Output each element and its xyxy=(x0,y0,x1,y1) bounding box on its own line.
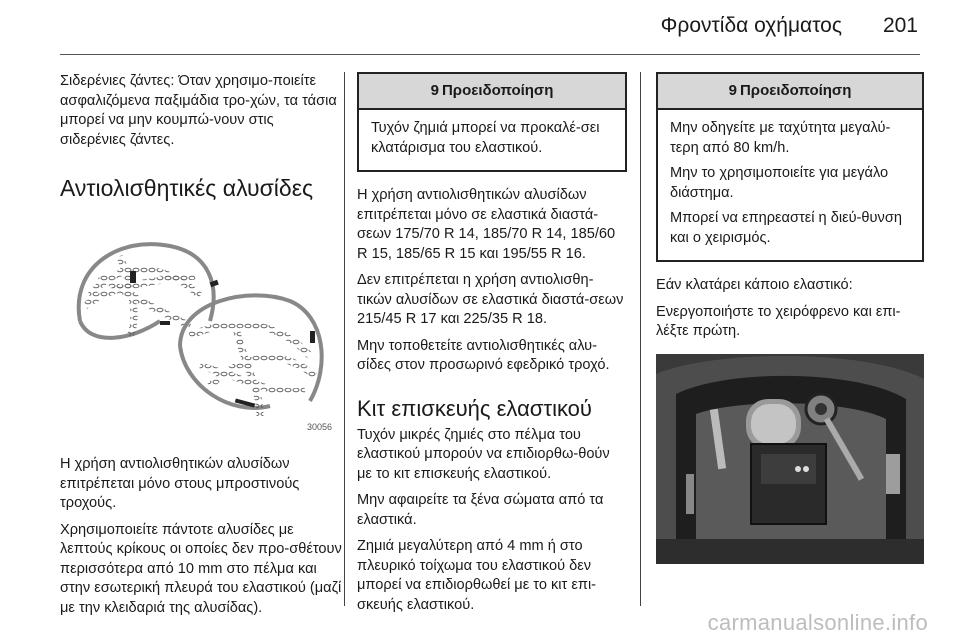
section-heading-snow-chains: Αντιολισθητικές αλυσίδες xyxy=(60,175,314,201)
paragraph: Ενεργοποιήστε το χειρόφρενο και επι-λέξτε πρώτη. xyxy=(656,303,901,339)
warning-text: Τυχόν ζημιά μπορεί να προκαλέ-σει κλατάρισμα του ελαστικού. xyxy=(371,120,600,156)
warning-title: Προειδοποίηση xyxy=(739,82,852,99)
paragraph: Δεν επιτρέπεται η χρήση αντιολισθη-τικών αλυσίδων σε ελαστικά διαστά-σεων 215/45 R 17 και 225/35 R 18. xyxy=(357,272,624,327)
section-heading-repair-kit: Κιτ επισκευής ελαστικού xyxy=(357,395,592,421)
warning-text: Μην το χρησιμοποιείτε για μεγάλο διάστημα. xyxy=(670,165,889,201)
paragraph: Χρησιμοποιείτε πάντοτε αλυσίδες με λεπτούς κρίκους οι οποίες δεν προ-σθέτουν περισσότερα από 10 mm στο πέλμα και στην εσωτερική πλευρά του ελαστικού (μαζί με την κλειδαριά της αλυσίδας). xyxy=(60,521,342,616)
page-header xyxy=(0,0,960,62)
warning-header xyxy=(359,74,625,110)
warning-title: Προειδοποίηση xyxy=(441,82,554,99)
column-1 xyxy=(60,72,342,625)
column-3 xyxy=(656,72,924,564)
warning-icon: 9 xyxy=(430,82,439,99)
intro-paragraph: Σιδερένιες ζάντες: Όταν χρησιμο-ποιείτε ασφαλιζόμενα παξιμάδια τρο-χών, τα τάσια μπορεί να μην κουμπώ-νουν στις σιδερένιες ζάντες. xyxy=(60,73,337,148)
header-rule xyxy=(60,54,920,55)
paragraph: Η χρήση αντιολισθητικών αλυσίδων επιτρέπεται μόνο στους μπροστινούς τροχούς. xyxy=(60,456,300,511)
paragraph: Ζημιά μεγαλύτερη από 4 mm ή στο πλευρικό τοίχωμα του ελαστικού δεν μπορεί να επιδιορθωθεί με το κιτ επι-σκευής ελαστικού. xyxy=(357,538,597,613)
snow-chains-illustration xyxy=(60,226,342,441)
page-title: Φροντίδα οχήματος xyxy=(660,14,842,37)
paragraph: Μην αφαιρείτε τα ξένα σώματα από τα ελαστικά. xyxy=(357,492,604,528)
paragraph: Εάν κλατάρει κάποιο ελαστικό: xyxy=(656,277,853,293)
warning-text: Μπορεί να επηρεαστεί η διεύ-θυνση και ο χειρισμός. xyxy=(670,210,902,246)
warning-body xyxy=(658,110,922,260)
warning-box xyxy=(357,72,627,172)
column-2 xyxy=(357,72,627,622)
warning-icon: 9 xyxy=(728,82,737,99)
column-divider xyxy=(344,72,345,606)
snow-chains-drawing xyxy=(60,226,342,441)
column-divider xyxy=(640,72,641,606)
paragraph: Μην τοποθετείτε αντιολισθητικές αλυ-σίδες στον προσωρινό εφεδρικό τροχό. xyxy=(357,337,610,373)
warning-text: Μην οδηγείτε με ταχύτητα μεγαλύ-τερη από 80 km/h. xyxy=(670,120,891,156)
paragraph: Η χρήση αντιολισθητικών αλυσίδων επιτρέπεται μόνο σε ελαστικά διαστά-σεων 175/70 R 14, 185/70 R 14, 185/60 R 15, 185/65 R 15 και 195/55 R 16. xyxy=(357,187,616,262)
page-number: 201 xyxy=(882,14,918,37)
paragraph: Τυχόν μικρές ζημιές στο πέλμα του ελαστικού μπορούν να επιδιορθω-θούν με το κιτ επισκευής ελαστικού. xyxy=(357,426,610,482)
repair-kit-photo xyxy=(656,354,924,564)
figure-number: 30056 xyxy=(306,421,332,432)
warning-box xyxy=(656,72,924,262)
warning-body xyxy=(359,110,625,170)
repair-kit-drawing xyxy=(656,354,924,564)
watermark: carmanualsonline.info xyxy=(707,610,928,635)
warning-header xyxy=(658,74,922,110)
